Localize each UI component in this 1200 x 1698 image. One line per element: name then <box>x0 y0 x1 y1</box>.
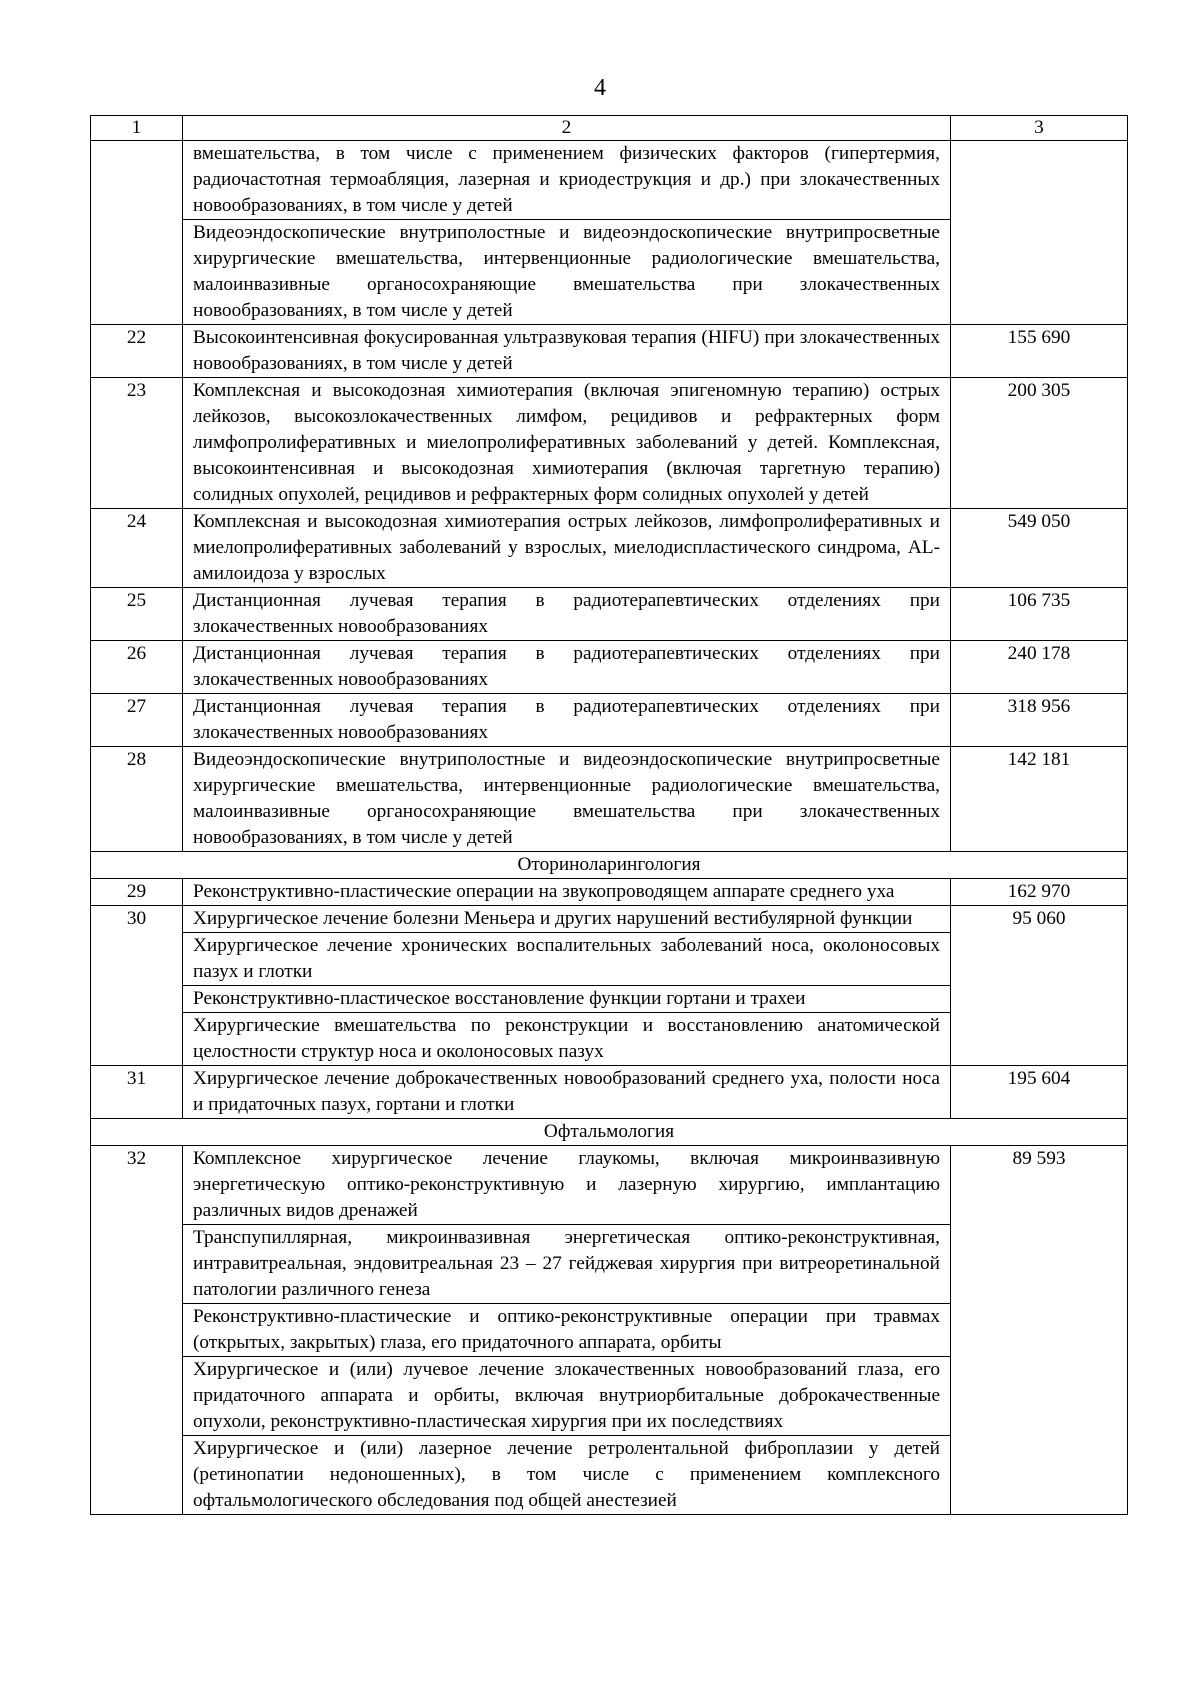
services-table <box>90 115 1128 1515</box>
table-row <box>91 325 1128 378</box>
price-value: 95 060 <box>951 906 1128 1066</box>
table-row <box>91 879 1128 906</box>
service-description: Хирургическое лечение доброкачественных новообразований среднего уха, полости носа и придаточных пазух, гортани и глотки <box>183 1066 951 1119</box>
service-description: Реконструктивно-пластическое восстановление функции гортани и трахеи <box>183 986 951 1013</box>
price-value: 142 181 <box>951 747 1128 852</box>
price-value: 89 593 <box>951 1146 1128 1515</box>
price-value: 318 956 <box>951 694 1128 747</box>
table-row <box>91 641 1128 694</box>
service-description: Хирургическое лечение болезни Меньера и других нарушений вестибулярной функции <box>183 906 951 933</box>
service-description: Дистанционная лучевая терапия в радиотерапевтических отделениях при злокачественных новообразованиях <box>183 641 951 694</box>
service-description: Реконструктивно-пластические и оптико-реконструктивные операции при травмах (открытых, закрытых) глаза, его придаточного аппарата, орбиты <box>183 1304 951 1357</box>
service-description: Хирургические вмешательства по реконструкции и восстановлению анатомической целостности структур носа и околоносовых пазух <box>183 1013 951 1066</box>
section-row <box>91 852 1128 879</box>
service-description: Хирургическое и (или) лазерное лечение ретролентальной фиброплазии у детей (ретинопатии недоношенных), в том числе с применением комплексного офтальмологического обследования под общей анестезией <box>183 1436 951 1515</box>
section-title: Оториноларингология <box>91 852 1128 879</box>
header-col-2: 2 <box>183 116 951 141</box>
service-description: Транспупиллярная, микроинвазивная энергетическая оптико-реконструктивная, интравитреальная, эндовитреальная 23 – 27 гейджевая хирургия при витреоретинальной патологии различного генеза <box>183 1225 951 1304</box>
price-cell <box>951 141 1128 325</box>
service-description: Комплексная и высокодозная химиотерапия острых лейкозов, лимфопролиферативных и миелопролиферативных заболеваний у взрослых, миелодиспластического синдрома, AL-амилоидоза у взрослых <box>183 509 951 588</box>
service-description: Дистанционная лучевая терапия в радиотерапевтических отделениях при злокачественных новообразованиях <box>183 694 951 747</box>
table-row <box>91 747 1128 852</box>
service-description: вмешательства, в том числе с применением физических факторов (гипертермия, радиочастотная термоабляция, лазерная и криодеструкция и др.) при злокачественных новообразованиях, в том числе у детей <box>183 141 951 220</box>
table-body <box>91 116 1128 1515</box>
price-value: 155 690 <box>951 325 1128 378</box>
row-number: 30 <box>91 906 183 1066</box>
table-row <box>91 588 1128 641</box>
price-value: 549 050 <box>951 509 1128 588</box>
row-number-cell <box>91 141 183 325</box>
row-number: 27 <box>91 694 183 747</box>
row-number: 22 <box>91 325 183 378</box>
service-description: Дистанционная лучевая терапия в радиотерапевтических отделениях при злокачественных новообразованиях <box>183 588 951 641</box>
table-row <box>91 509 1128 588</box>
row-number: 28 <box>91 747 183 852</box>
row-number: 26 <box>91 641 183 694</box>
price-value: 106 735 <box>951 588 1128 641</box>
table-row-continued <box>91 141 1128 220</box>
service-description: Хирургическое лечение хронических воспалительных заболеваний носа, околоносовых пазух и глотки <box>183 933 951 986</box>
row-number: 29 <box>91 879 183 906</box>
service-description: Высокоинтенсивная фокусированная ультразвуковая терапия (HIFU) при злокачественных новообразованиях, в том числе у детей <box>183 325 951 378</box>
row-number: 25 <box>91 588 183 641</box>
price-value: 162 970 <box>951 879 1128 906</box>
service-description: Реконструктивно-пластические операции на звукопроводящем аппарате среднего уха <box>183 879 951 906</box>
row-number: 23 <box>91 378 183 509</box>
price-value: 195 604 <box>951 1066 1128 1119</box>
row-number: 24 <box>91 509 183 588</box>
service-description: Видеоэндоскопические внутриполостные и видеоэндоскопические внутрипросветные хирургические вмешательства, интервенционные радиологические вмешательства, малоинвазивные органосохраняющие вмешательства при злокачественных новообразованиях, в том числе у детей <box>183 747 951 852</box>
service-description: Комплексное хирургическое лечение глаукомы, включая микроинвазивную энергетическую оптико-реконструктивную и лазерную хирургию, имплантацию различных видов дренажей <box>183 1146 951 1225</box>
service-description: Хирургическое и (или) лучевое лечение злокачественных новообразований глаза, его придаточного аппарата и орбиты, включая внутриорбитальные доброкачественные опухоли, реконструктивно-пластическая хирургия при их последствиях <box>183 1357 951 1436</box>
table-row <box>91 694 1128 747</box>
table-row <box>91 906 1128 933</box>
price-value: 240 178 <box>951 641 1128 694</box>
service-description: Комплексная и высокодозная химиотерапия (включая эпигеномную терапию) острых лейкозов, высокозлокачественных лимфом, рецидивов и рефрактерных форм лимфопролиферативных и миелопролиферативных заболеваний у детей. Комплексная, высокоинтенсивная и высокодозная химиотерапия (включая таргетную терапию) солидных опухолей, рецидивов и рефрактерных форм солидных опухолей у детей <box>183 378 951 509</box>
header-col-1: 1 <box>91 116 183 141</box>
section-title: Офтальмология <box>91 1119 1128 1146</box>
service-description: Видеоэндоскопические внутриполостные и видеоэндоскопические внутрипросветные хирургические вмешательства, интервенционные радиологические вмешательства, малоинвазивные органосохраняющие вмешательства при злокачественных новообразованиях, в том числе у детей <box>183 220 951 325</box>
price-value: 200 305 <box>951 378 1128 509</box>
page-number: 4 <box>594 75 606 101</box>
header-col-3: 3 <box>951 116 1128 141</box>
table-row <box>91 1066 1128 1119</box>
table-row <box>91 378 1128 509</box>
table-header-row <box>91 116 1128 141</box>
section-row <box>91 1119 1128 1146</box>
row-number: 31 <box>91 1066 183 1119</box>
table-row <box>91 1146 1128 1225</box>
row-number: 32 <box>91 1146 183 1515</box>
